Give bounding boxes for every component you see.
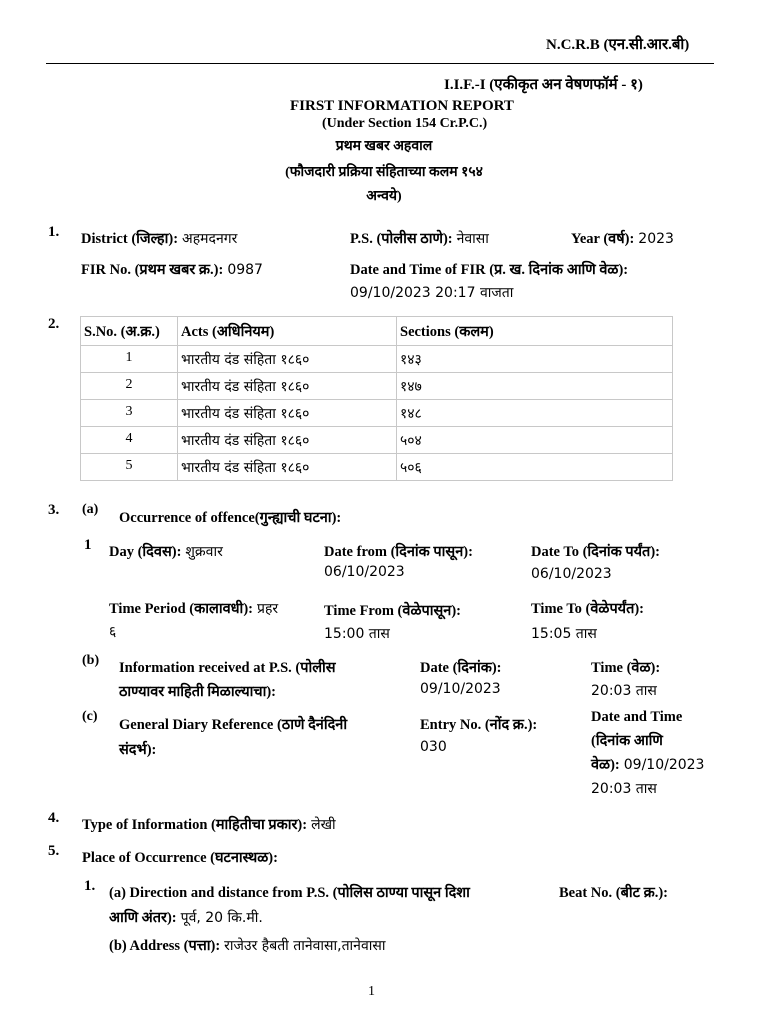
row-act: भारतीय दंड संहिता १८६० xyxy=(178,454,397,481)
section-2-number: 2. xyxy=(48,316,60,332)
row-sno: 4 xyxy=(81,427,178,454)
sub-b-marker: (b) xyxy=(82,653,100,668)
header-sections: Sections (कलम) xyxy=(397,317,673,346)
time-to-label: Time To (वेळेपर्यंत): xyxy=(531,601,645,617)
header-divider xyxy=(46,63,714,64)
info-time-value: 20:03 तास xyxy=(591,683,657,699)
gd-datetime-time: 20:03 तास xyxy=(591,781,657,797)
info-type-row xyxy=(82,814,336,834)
sub-c-marker: (c) xyxy=(82,709,98,724)
report-title-mr: प्रथम खबर अहवाल xyxy=(335,139,433,154)
fir-label: FIR No. (प्रथम खबर क्र.): xyxy=(81,262,224,278)
fir-row xyxy=(81,259,263,279)
gd-datetime-date: 09/10/2023 xyxy=(623,757,705,773)
row-section: १४७ xyxy=(397,373,673,400)
gd-datetime-label-2: (दिनांक आणि xyxy=(591,733,663,749)
report-title: FIRST INFORMATION REPORT xyxy=(290,98,514,114)
info-type-value: लेखी xyxy=(311,817,336,833)
table-row xyxy=(81,346,673,373)
period-value-1: प्रहर xyxy=(256,601,279,617)
page-number: 1 xyxy=(368,984,375,999)
section-3-number: 3. xyxy=(48,502,60,518)
day-label: Day (दिवस): xyxy=(109,544,182,560)
gd-datetime-label-3: वेळ): xyxy=(591,757,620,773)
period-row xyxy=(109,598,278,618)
gd-reference-label-2: संदर्भ): xyxy=(119,742,157,758)
table-row xyxy=(81,427,673,454)
report-subtitle: (Under Section 154 Cr.P.C.) xyxy=(322,116,488,131)
row-act: भारतीय दंड संहिता १८६० xyxy=(178,373,397,400)
row-section: ५०६ xyxy=(397,454,673,481)
acts-table xyxy=(80,316,673,481)
time-to-value: 15:05 तास xyxy=(531,626,597,642)
row-act: भारतीय दंड संहिता १८६० xyxy=(178,427,397,454)
row-sno: 2 xyxy=(81,373,178,400)
row-sno: 1 xyxy=(81,346,178,373)
row-sno: 5 xyxy=(81,454,178,481)
row-sno: 3 xyxy=(81,400,178,427)
ncrb-header: N.C.R.B (एन.सी.आर.बी) xyxy=(546,37,690,53)
year-row xyxy=(571,228,674,248)
info-date-label: Date (दिनांक): xyxy=(420,660,502,676)
gd-reference-label-1: General Diary Reference (ठाणे दैनंदिनी xyxy=(119,717,348,733)
table-row xyxy=(81,373,673,400)
report-subtitle-mr-1: (फौजदारी प्रक्रिया संहिताच्या कलम १५४ xyxy=(285,165,483,180)
direction-value: पूर्व, 20 कि.मी. xyxy=(180,910,263,926)
info-received-label-2: ठाण्यावर माहिती मिळाल्याचा): xyxy=(119,684,276,700)
section-4-number: 4. xyxy=(48,810,60,826)
year-label: Year (वर्ष): xyxy=(571,231,635,247)
report-subtitle-mr-2: अन्वये) xyxy=(366,189,402,204)
row-act: भारतीय दंड संहिता १८६० xyxy=(178,346,397,373)
header-sno: S.No. (अ.क्र.) xyxy=(81,317,178,346)
ps-row xyxy=(350,228,489,248)
district-row xyxy=(81,228,237,248)
beat-no-label: Beat No. (बीट क्र.): xyxy=(559,885,668,901)
occurrence-item-number: 1 xyxy=(84,537,92,553)
row-section: १४८ xyxy=(397,400,673,427)
ps-label: P.S. (पोलीस ठाणे): xyxy=(350,231,453,247)
period-value-2: ६ xyxy=(109,624,117,640)
gd-datetime-label-1: Date and Time xyxy=(591,709,683,725)
table-row xyxy=(81,400,673,427)
info-date-value: 09/10/2023 xyxy=(420,681,501,697)
address-value: राजेउर हैबती तानेवासा,तानेवासा xyxy=(224,938,386,954)
address-row xyxy=(109,935,385,955)
district-label: District (जिल्हा): xyxy=(81,231,179,247)
info-time-label: Time (वेळ): xyxy=(591,660,661,676)
row-section: ५०४ xyxy=(397,427,673,454)
fir-datetime-label: Date and Time of FIR (प्र. ख. दिनांक आणि वेळ): xyxy=(350,262,629,278)
iif-header: I.I.F.-I (एकीकृत अन वेषणफॉर्म - १) xyxy=(444,77,643,93)
row-section: १४३ xyxy=(397,346,673,373)
direction-row xyxy=(109,907,263,927)
district-value: अहमदनगर xyxy=(182,231,238,247)
section-1-number: 1. xyxy=(48,224,60,240)
period-label: Time Period (कालावधी): xyxy=(109,601,253,617)
info-type-label: Type of Information (माहितीचा प्रकार): xyxy=(82,817,308,833)
row-act: भारतीय दंड संहिता १८६० xyxy=(178,400,397,427)
address-label: (b) Address (पत्ता): xyxy=(109,938,221,954)
header-acts: Acts (अधिनियम) xyxy=(178,317,397,346)
year-value: 2023 xyxy=(638,231,674,247)
day-value: शुक्रवार xyxy=(185,544,223,560)
place-item-number: 1. xyxy=(84,878,96,894)
direction-label-1: (a) Direction and distance from P.S. (पोलिस ठाण्या पासून दिशा xyxy=(109,885,470,901)
info-received-label-1: Information received at P.S. (पोलीस xyxy=(119,660,336,676)
table-row xyxy=(81,454,673,481)
date-from-label: Date from (दिनांक पासून): xyxy=(324,544,473,560)
occurrence-label: Occurrence of offence(गुन्ह्याची घटना): xyxy=(119,510,342,526)
gd-datetime-row xyxy=(591,754,704,774)
fir-value: 0987 xyxy=(227,262,263,278)
day-row xyxy=(109,541,223,561)
entry-no-label: Entry No. (नोंद क्र.): xyxy=(420,717,538,733)
date-from-value: 06/10/2023 xyxy=(324,564,405,580)
place-label: Place of Occurrence (घटनास्थळ): xyxy=(82,850,278,866)
section-5-number: 5. xyxy=(48,843,60,859)
direction-label-2: आणि अंतर): xyxy=(109,910,177,926)
date-to-value: 06/10/2023 xyxy=(531,566,612,582)
time-from-value: 15:00 तास xyxy=(324,626,390,642)
date-to-label: Date To (दिनांक पर्यंत): xyxy=(531,544,660,560)
entry-no-value: 030 xyxy=(420,739,447,755)
acts-table-header xyxy=(81,317,673,346)
fir-datetime-value: 09/10/2023 20:17 वाजता xyxy=(350,285,514,301)
sub-a-marker: (a) xyxy=(82,502,99,517)
ps-value: नेवासा xyxy=(456,231,489,247)
time-from-label: Time From (वेळेपासून): xyxy=(324,603,461,619)
